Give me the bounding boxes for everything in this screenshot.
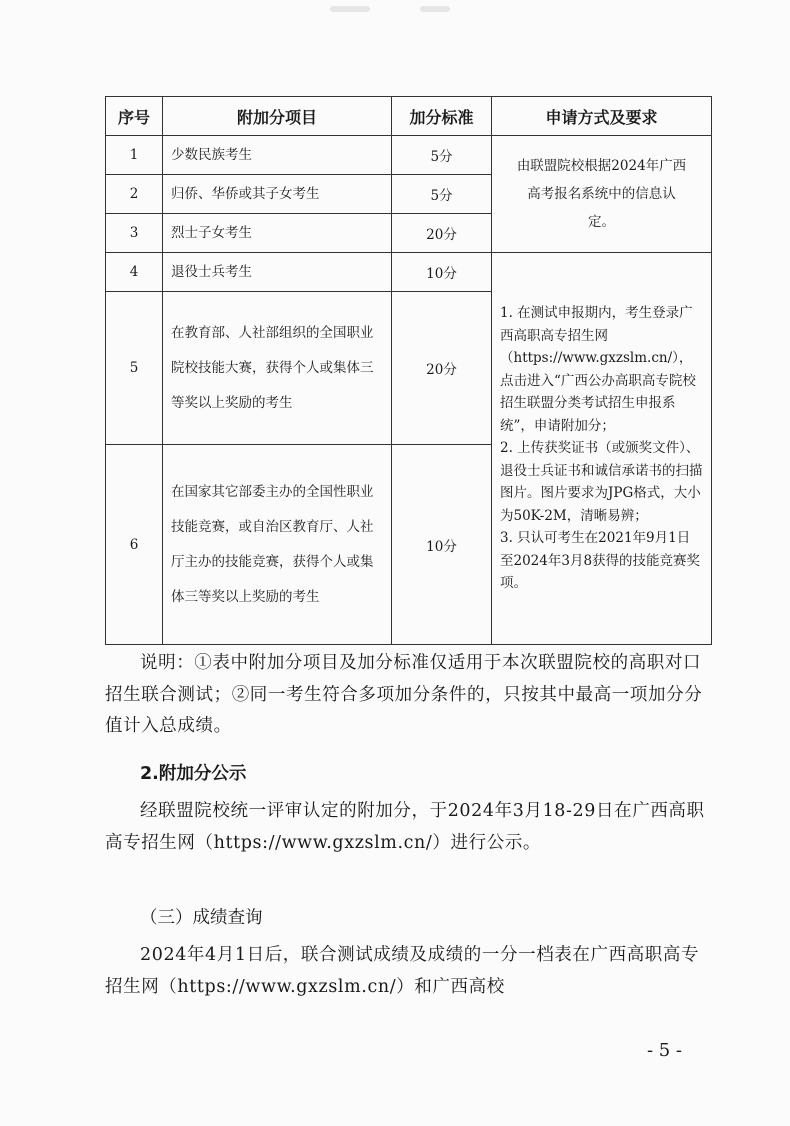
row-points: 20分 xyxy=(392,292,492,445)
scan-artifact xyxy=(330,6,370,12)
row-item: 退役士兵考生 xyxy=(163,253,392,292)
row-no: 3 xyxy=(106,214,163,253)
row-no: 5 xyxy=(106,292,163,445)
requirement-item-3: 3. 只认可考生在2021年9月1日至2024年3月8获得的技能竞赛奖项。 xyxy=(500,530,701,592)
section-text-score-query: 2024年4月1日后，联合测试成绩及成绩的一分一档表在广西高职高专招生网（https://www.gxzslm.cn/）和广西高校 xyxy=(105,945,700,997)
requirement-cell-top xyxy=(492,136,712,253)
row-no: 1 xyxy=(106,136,163,175)
row-no: 4 xyxy=(106,253,163,292)
header-requirement: 申请方式及要求 xyxy=(492,97,712,136)
table-note: 说明：①表中附加分项目及加分标准仅适用于本次联盟院校的高职对口招生联合测试；②同一考生符合多项加分条件的，只按其中最高一项加分分值计入总成绩。 xyxy=(105,653,703,736)
row-points: 10分 xyxy=(392,445,492,645)
row-points: 20分 xyxy=(392,214,492,253)
section-heading-score-query: （三）成绩查询 xyxy=(140,908,263,928)
requirement-item-1: 1. 在测试申报期内，考生登录广西高职高专招生网（https://www.gxzslm.cn/），点击进入“广西公办高职高专院校招生联盟分类考试招生申报系统”，申请附加分； xyxy=(500,305,696,434)
requirement-top-text: 由联盟院校根据2024年广西高考报名系统中的信息认定。 xyxy=(516,158,687,230)
section-heading-publicity: 2.附加分公示 xyxy=(140,764,247,784)
row-points: 5分 xyxy=(392,136,492,175)
row-item: 在教育部、人社部组织的全国职业院校技能大赛，获得个人或集体三等奖以上奖励的考生 xyxy=(163,292,392,445)
header-points: 加分标准 xyxy=(392,97,492,136)
header-item: 附加分项目 xyxy=(163,97,392,136)
row-no: 2 xyxy=(106,175,163,214)
row-item: 少数民族考生 xyxy=(163,136,392,175)
row-points: 10分 xyxy=(392,253,492,292)
header-no: 序号 xyxy=(106,97,163,136)
table-row xyxy=(106,136,712,175)
requirement-cell-bottom xyxy=(492,253,712,645)
scan-artifact xyxy=(420,6,450,12)
section-text-publicity: 经联盟院校统一评审认定的附加分，于2024年3月18-29日在广西高职高专招生网（https://www.gxzslm.cn/）进行公示。 xyxy=(105,801,705,853)
row-item: 归侨、华侨或其子女考生 xyxy=(163,175,392,214)
bonus-points-table xyxy=(105,96,712,645)
row-points: 5分 xyxy=(392,175,492,214)
requirement-item-2: 2. 上传获奖证书（或颁奖文件）、退役士兵证书和诚信承诺书的扫描图片。图片要求为JPG格式，大小为50K-2M，清晰易辨； xyxy=(500,440,703,524)
table-row xyxy=(106,253,712,292)
page-number: - 5 - xyxy=(646,1040,682,1061)
table-header-row xyxy=(106,97,712,136)
row-item: 烈士子女考生 xyxy=(163,214,392,253)
row-no: 6 xyxy=(106,445,163,645)
row-item: 在国家其它部委主办的全国性职业技能竞赛，或自治区教育厅、人社厅主办的技能竞赛，获得个人或集体三等奖以上奖励的考生 xyxy=(163,445,392,645)
